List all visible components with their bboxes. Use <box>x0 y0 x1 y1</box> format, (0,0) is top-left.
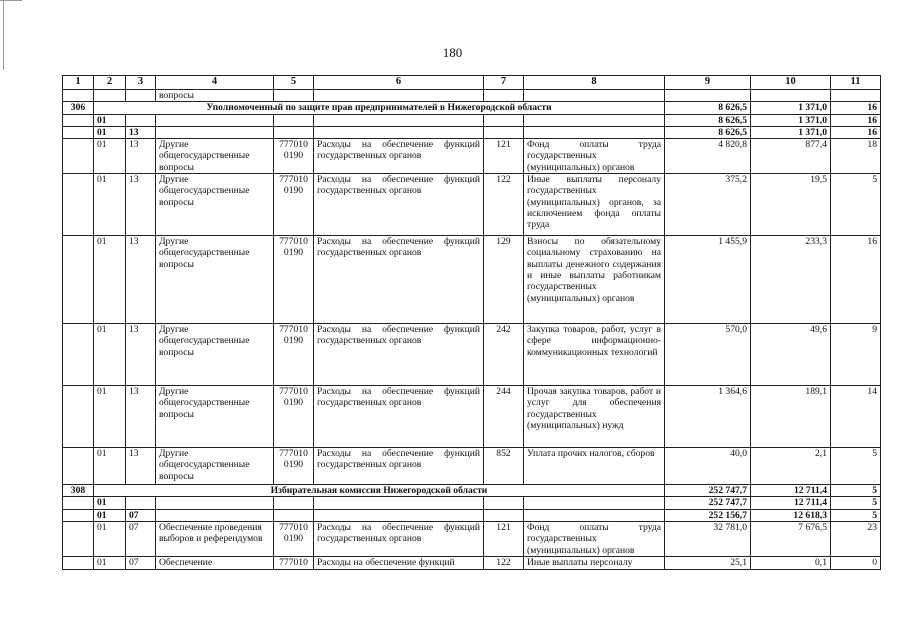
cell-col11: 18 <box>831 139 881 174</box>
org-name: Уполномоченный по защите прав предпринимателей в Нижегородской области <box>94 102 665 114</box>
cell-col11: 5 <box>831 497 881 509</box>
cell-col2: 01 <box>94 174 126 236</box>
cell-col2: 01 <box>94 114 126 126</box>
org-row <box>63 485 881 497</box>
cell-col3: 13 <box>126 236 156 324</box>
cell-col4: Другие общегосударственные вопросы <box>156 139 274 174</box>
cell-col5: 777010 <box>274 556 314 569</box>
cell-col3: 13 <box>126 126 156 138</box>
cell-col2: 01 <box>94 126 126 138</box>
cell-col7: 121 <box>484 521 524 556</box>
cell-col6: Расходы на обеспечение функций <box>314 556 484 569</box>
cell-col10: 12 618,3 <box>751 509 831 521</box>
cell-col10: 1 371,0 <box>751 114 831 126</box>
cell-col9: 8 626,5 <box>665 114 751 126</box>
cell-col6: Расходы на обеспечение функций государственных органов <box>314 386 484 448</box>
cell-col2: 01 <box>94 509 126 521</box>
header-cell: 10 <box>751 76 831 90</box>
cell-col2: 01 <box>94 324 126 386</box>
cell-col5: 777010 0190 <box>274 448 314 485</box>
cell-col6: Расходы на обеспечение функций государственных органов <box>314 139 484 174</box>
cell-col10: 49,6 <box>751 324 831 386</box>
cell-col10: 1 371,0 <box>751 126 831 138</box>
cell-col11: 9 <box>831 324 881 386</box>
cell-col6: Расходы на обеспечение функций государственных органов <box>314 324 484 386</box>
cell-col8: Иные выплаты персоналу <box>524 556 665 569</box>
header-cell: 6 <box>314 76 484 90</box>
table-row <box>63 448 881 485</box>
cell-col4: Другие общегосударственные вопросы <box>156 448 274 485</box>
cell-col7: 122 <box>484 556 524 569</box>
header-cell: 11 <box>831 76 881 90</box>
cell-col7: 852 <box>484 448 524 485</box>
cell-col6: Расходы на обеспечение функций государственных органов <box>314 174 484 236</box>
org-code: 306 <box>63 102 94 114</box>
cell-col6: Расходы на обеспечение функций государственных органов <box>314 521 484 556</box>
cell-col9: 32 781,0 <box>665 521 751 556</box>
org-code: 308 <box>63 485 94 497</box>
cell-col10: 877,4 <box>751 139 831 174</box>
cell-col3: 07 <box>126 521 156 556</box>
cell-col11: 16 <box>831 236 881 324</box>
cell-col10: 189,1 <box>751 386 831 448</box>
cell-col10: 0,1 <box>751 556 831 569</box>
cell-col9: 25,1 <box>665 556 751 569</box>
cell-col7: 244 <box>484 386 524 448</box>
cell-col11: 16 <box>831 126 881 138</box>
continuation-text: вопросы <box>156 90 274 102</box>
cell-col7: 122 <box>484 174 524 236</box>
cell-col3: 13 <box>126 324 156 386</box>
section-row <box>63 114 881 126</box>
cell-col10: 233,3 <box>751 236 831 324</box>
header-cell: 7 <box>484 76 524 90</box>
table-row <box>63 556 881 569</box>
cell-col4: Обеспечение проведения выборов и референдумов <box>156 521 274 556</box>
cell-col8: Иные выплаты персоналу государственных (муниципальных) органов, за исключением фонда оплаты труда <box>524 174 665 236</box>
cell-col3: 13 <box>126 174 156 236</box>
org-row <box>63 102 881 114</box>
cell-col10: 12 711,4 <box>751 485 831 497</box>
cell-col3: 13 <box>126 386 156 448</box>
cell-col8: Прочая закупка товаров, работ и услуг для обеспечения государственных (муниципальных) нужд <box>524 386 665 448</box>
cell-col6: Расходы на обеспечение функций государственных органов <box>314 236 484 324</box>
continuation-row <box>63 90 881 102</box>
header-cell: 5 <box>274 76 314 90</box>
cell-col11: 5 <box>831 509 881 521</box>
cell-col7: 121 <box>484 139 524 174</box>
cell-col9: 375,2 <box>665 174 751 236</box>
cell-col10: 1 371,0 <box>751 102 831 114</box>
cell-col8: Фонд оплаты труда государственных (муниципальных) органов <box>524 521 665 556</box>
cell-col4: Другие общегосударственные вопросы <box>156 174 274 236</box>
cell-col10: 12 711,4 <box>751 497 831 509</box>
org-name: Избирательная комиссия Нижегородской области <box>94 485 665 497</box>
cell-col5: 777010 0190 <box>274 324 314 386</box>
cell-col9: 570,0 <box>665 324 751 386</box>
cell-col3: 13 <box>126 139 156 174</box>
header-row <box>63 76 881 90</box>
cell-col9: 252 747,7 <box>665 485 751 497</box>
cell-col9: 8 626,5 <box>665 126 751 138</box>
header-cell: 3 <box>126 76 156 90</box>
cell-col5: 777010 0190 <box>274 174 314 236</box>
cell-col8: Закупка товаров, работ, услуг в сфере информационно-коммуникационных технологий <box>524 324 665 386</box>
cell-col4: Другие общегосударственные вопросы <box>156 236 274 324</box>
header-cell: 1 <box>63 76 94 90</box>
table-row <box>63 324 881 386</box>
cell-col2: 01 <box>94 139 126 174</box>
cell-col2: 01 <box>94 448 126 485</box>
cell-col11: 0 <box>831 556 881 569</box>
table-row <box>63 386 881 448</box>
cell-col2: 01 <box>94 236 126 324</box>
cell-col8: Уплата прочих налогов, сборов <box>524 448 665 485</box>
cell-col11: 16 <box>831 102 881 114</box>
cell-col5: 777010 0190 <box>274 521 314 556</box>
cell-col9: 8 626,5 <box>665 102 751 114</box>
cell-col2: 01 <box>94 521 126 556</box>
cell-col11: 5 <box>831 448 881 485</box>
header-cell: 8 <box>524 76 665 90</box>
cell-col6: Расходы на обеспечение функций государственных органов <box>314 448 484 485</box>
cell-col10: 7 676,5 <box>751 521 831 556</box>
cell-col9: 4 820,8 <box>665 139 751 174</box>
cell-col10: 19,5 <box>751 174 831 236</box>
cell-col9: 1 455,9 <box>665 236 751 324</box>
budget-table <box>62 75 881 570</box>
cell-col5: 777010 0190 <box>274 139 314 174</box>
subsection-row <box>63 509 881 521</box>
cell-col11: 23 <box>831 521 881 556</box>
cell-col3: 13 <box>126 448 156 485</box>
cell-col2: 01 <box>94 386 126 448</box>
page-number: 180 <box>442 45 463 60</box>
cell-col3: 07 <box>126 509 156 521</box>
cell-col7: 129 <box>484 236 524 324</box>
cell-col11: 14 <box>831 386 881 448</box>
header-cell: 9 <box>665 76 751 90</box>
table-row <box>63 139 881 174</box>
cell-col4: Другие общегосударственные вопросы <box>156 386 274 448</box>
table-row <box>63 521 881 556</box>
cell-col2: 01 <box>94 497 126 509</box>
header-cell: 2 <box>94 76 126 90</box>
cell-col9: 252 156,7 <box>665 509 751 521</box>
cell-col9: 252 747,7 <box>665 497 751 509</box>
cell-col8: Фонд оплаты труда государственных (муниципальных) органов <box>524 139 665 174</box>
table-row <box>63 236 881 324</box>
cell-col4: Другие общегосударственные вопросы <box>156 324 274 386</box>
cell-col11: 16 <box>831 114 881 126</box>
cell-col7: 242 <box>484 324 524 386</box>
cell-col2: 01 <box>94 556 126 569</box>
cell-col9: 40,0 <box>665 448 751 485</box>
cell-col9: 1 364,6 <box>665 386 751 448</box>
cell-col10: 2,1 <box>751 448 831 485</box>
cell-col5: 777010 0190 <box>274 236 314 324</box>
section-row <box>63 497 881 509</box>
cell-col8: Взносы по обязательному социальному страхованию на выплаты денежного содержания и иные выплаты работникам государственных (муниципальных) органов <box>524 236 665 324</box>
table-row <box>63 174 881 236</box>
cell-col5: 777010 0190 <box>274 386 314 448</box>
cell-col11: 5 <box>831 485 881 497</box>
cell-col3: 07 <box>126 556 156 569</box>
header-cell: 4 <box>156 76 274 90</box>
cell-col4: Обеспечение <box>156 556 274 569</box>
subsection-row <box>63 126 881 138</box>
cell-col11: 5 <box>831 174 881 236</box>
